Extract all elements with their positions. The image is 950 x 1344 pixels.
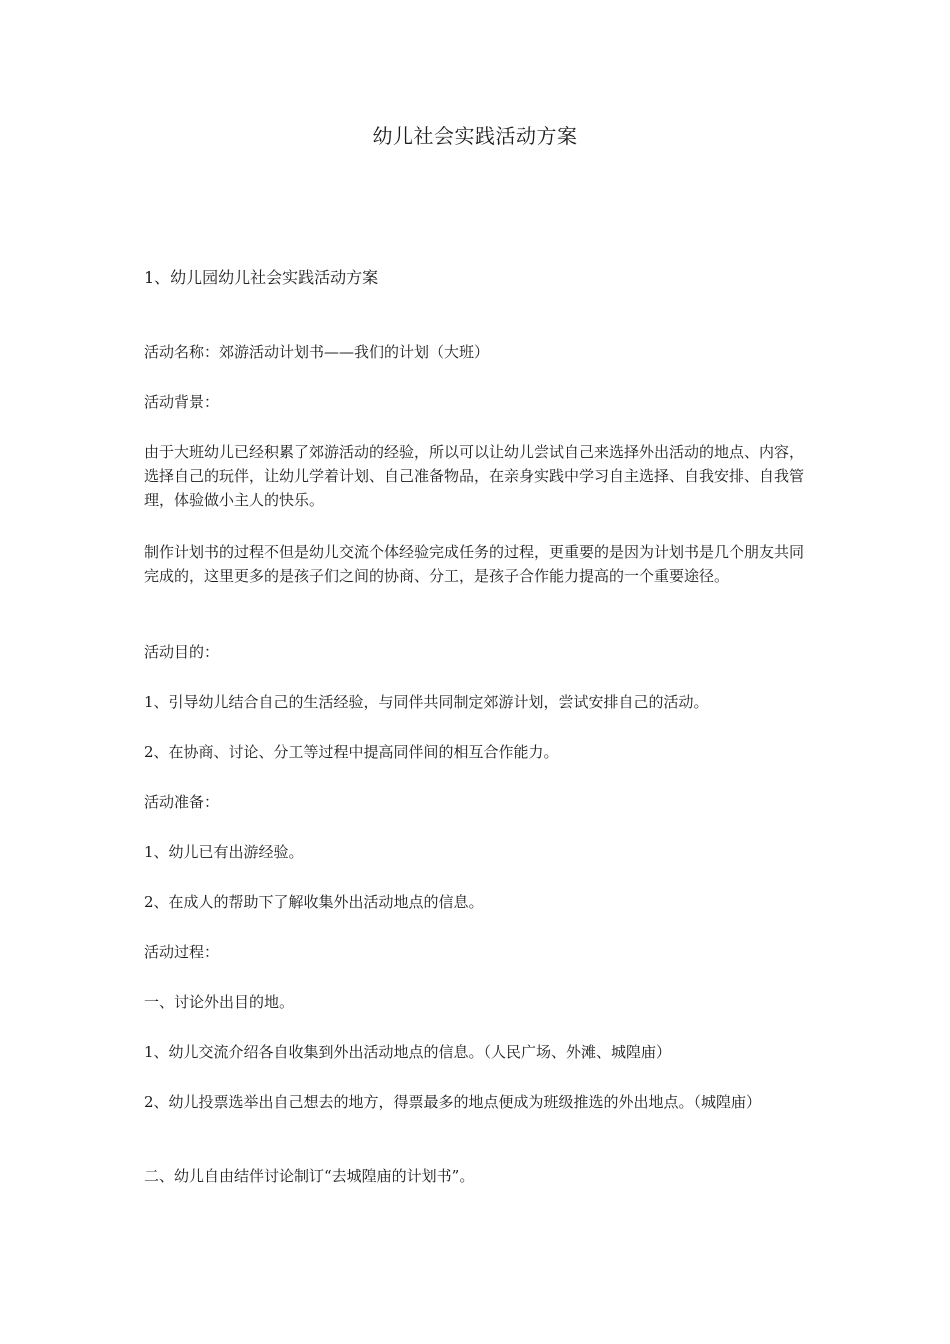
paragraph-goals-label: 活动目的： (144, 643, 220, 661)
paragraph-preparation-label: 活动准备： (144, 793, 220, 811)
paragraph-preparation-2: 2、在成人的帮助下了解收集外出活动地点的信息。 (144, 893, 484, 911)
paragraph-background-text: 由于大班幼儿已经积累了郊游活动的经验，所以可以让幼儿尝试自己来选择外出活动的地点、内容，选择自己的玩伴，让幼儿学着计划、自己准备物品，在亲身实践中学习自主选择、自我安排、自我管理，体验做小主人的快乐。 (144, 443, 805, 509)
paragraph-step-1: 一、讨论外出目的地。 (144, 993, 295, 1011)
section-heading: 1、幼儿园幼儿社会实践活动方案 (144, 268, 379, 287)
paragraph-background-label: 活动背景： (144, 393, 220, 411)
document-title: 幼儿社会实践活动方案 (372, 124, 578, 148)
paragraph-step-2: 二、幼儿自由结伴讨论制订“去城隍庙的计划书”。 (144, 1167, 475, 1185)
paragraph-goal-1: 1、引导幼儿结合自己的生活经验，与同伴共同制定郊游计划，尝试安排自己的活动。 (144, 693, 709, 711)
paragraph-goal-2: 2、在协商、讨论、分工等过程中提高同伴间的相互合作能力。 (144, 743, 559, 761)
paragraph-activity-name: 活动名称：郊游活动计划书——我们的计划（大班） (144, 343, 490, 361)
paragraph-plan-process: 制作计划书的过程不但是幼儿交流个体经验完成任务的过程，更重要的是因为计划书是几个朋友共同完成的，这里更多的是孩子们之间的协商、分工，是孩子合作能力提高的一个重要途径。 (144, 543, 805, 585)
paragraph-preparation-1: 1、幼儿已有出游经验。 (144, 843, 304, 861)
paragraph-step-1-2: 2、幼儿投票选举出自己想去的地方，得票最多的地点便成为班级推选的外出地点。（城隍庙） (144, 1093, 762, 1111)
paragraph-step-1-1: 1、幼儿交流介绍各自收集到外出活动地点的信息。（人民广场、外滩、城隍庙） (144, 1043, 672, 1061)
paragraph-process-label: 活动过程： (144, 943, 220, 961)
